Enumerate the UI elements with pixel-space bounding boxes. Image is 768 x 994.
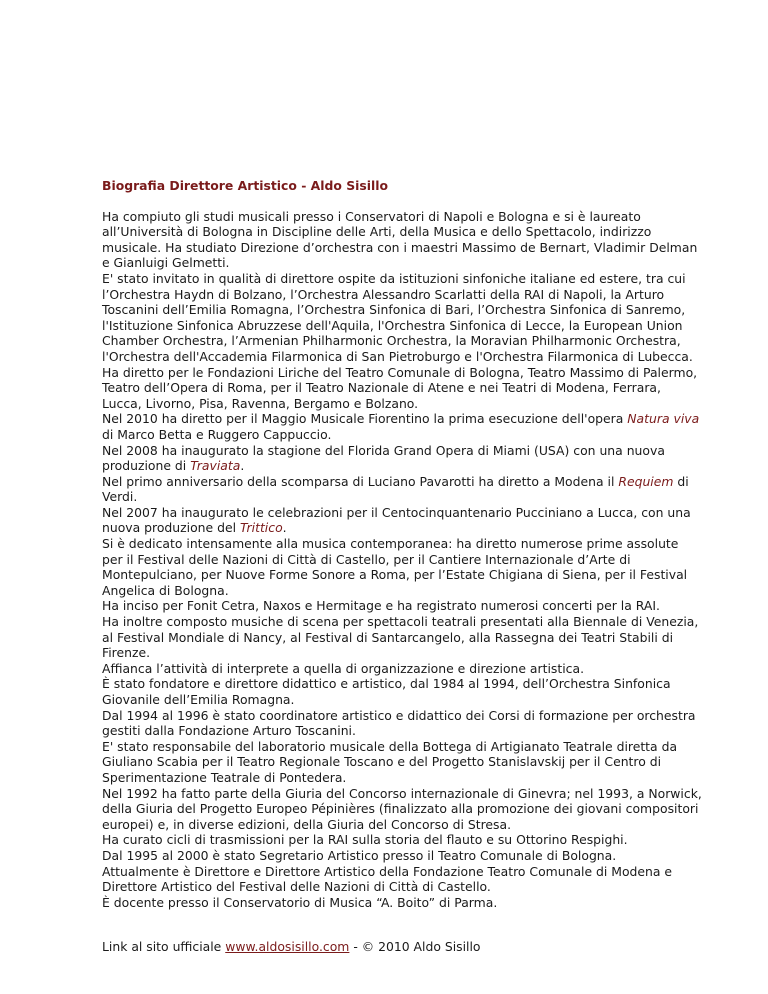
bio-text: E' stato responsabile del laboratorio musicale della Bottega di Artigianato Teatrale diretta da Giuliano Scabia per il Teatro Regionale Toscano e del Progetto Stanislavskij per il Centro di Sperimentazione Teatrale di Pontedera.: [102, 738, 678, 785]
bio-text: Dal 1994 al 1996 è stato coordinatore artistico e didattico dei Corsi di formazione per orchestra gestiti dalla Fondazione Arturo Toscanini.: [102, 707, 696, 739]
bio-paragraph: [102, 864, 702, 895]
official-site-link[interactable]: www.aldosisillo.com: [225, 939, 350, 955]
work-title: Trittico: [239, 520, 283, 536]
bio-text: Dal 1995 al 2000 è stato Segretario Artistico presso il Teatro Comunale di Bologna.: [102, 847, 617, 863]
biography-text: [102, 209, 702, 911]
bio-text: di Marco Betta e Ruggero Cappuccio.: [102, 426, 332, 442]
bio-paragraph: [102, 536, 702, 598]
bio-text: .: [282, 520, 287, 536]
bio-paragraph: [102, 895, 702, 911]
page-title: Biografia Direttore Artistico - Aldo Sisillo: [102, 178, 389, 193]
bio-text: È docente presso il Conservatorio di Musica “A. Boito” di Parma.: [102, 894, 498, 910]
bio-paragraph: [102, 598, 702, 614]
bio-text: Ha curato cicli di trasmissioni per la RAI sulla storia del flauto e su Ottorino Respighi.: [102, 832, 628, 848]
bio-text: Affianca l’attività di interprete a quella di organizzazione e direzione artistica.: [102, 660, 585, 676]
bio-text: Ha inciso per Fonit Cetra, Naxos e Hermitage e ha registrato numerosi concerti per la RAI.: [102, 598, 660, 614]
bio-text: .: [240, 458, 245, 474]
bio-paragraph: [102, 505, 702, 536]
footer-copyright: - © 2010 Aldo Sisillo: [349, 939, 481, 955]
work-title: Natura viva: [627, 411, 700, 427]
bio-text: Nel 2008 ha inaugurato la stagione del Florida Grand Opera di Miami (USA) con una nuova produzione di: [102, 442, 665, 474]
footer: [102, 939, 702, 955]
bio-paragraph: [102, 676, 702, 707]
bio-text: È stato fondatore e direttore didattico e artistico, dal 1984 al 1994, dell’Orchestra Sinfonica Giovanile dell’Emilia Romagna.: [102, 676, 671, 707]
bio-paragraph: [102, 614, 702, 661]
bio-text: Ha diretto per le Fondazioni Liriche del Teatro Comunale di Bologna, Teatro Massimo di Palermo, Teatro dell’Opera di Roma, per il Teatro Nazionale di Atene e nei Teatri di Modena, Ferrara, Lucca, Livorno, Pisa, Ravenna, Bergamo e Bolzano.: [102, 364, 698, 411]
work-title: Traviata: [190, 458, 241, 474]
bio-paragraph: [102, 443, 702, 474]
bio-text: Ha inoltre composto musiche di scena per spettacoli teatrali presentati alla Biennale di Venezia, al Festival Mondiale di Nancy, al Festival di Santarcangelo, alla Rassegna dei Teatri Stabili di Firenze.: [102, 614, 699, 661]
bio-text: Nel 1992 ha fatto parte della Giuria del Concorso internazionale di Ginevra; nel 1993, a Norwick, della Giuria del Progetto Europeo Pépinières (finalizzato alla promozione dei giovani compositori europei) e, in diverse edizioni, della Giuria del Concorso di Stresa.: [102, 785, 702, 832]
work-title: Requiem: [618, 473, 674, 489]
bio-paragraph: [102, 708, 702, 739]
bio-text: Attualmente è Direttore e Direttore Artistico della Fondazione Teatro Comunale di Modena e Direttore Artistico del Festival delle Nazioni di Città di Castello.: [102, 863, 673, 895]
bio-text: di Verdi.: [102, 473, 689, 505]
bio-paragraph: [102, 411, 702, 442]
bio-paragraph: [102, 209, 702, 271]
bio-text: Nel 2007 ha inaugurato le celebrazioni per il Centocinquantenario Pucciniano a Lucca, con una nuova produzione del: [102, 504, 691, 536]
bio-text: E' stato invitato in qualità di direttore ospite da istituzioni sinfoniche italiane ed estere, tra cui l’Orchestra Haydn di Bolzano, l’Orchestra Alessandro Scarlatti della RAI di Napoli, la Arturo Toscanini dell’Emilia Romagna, l’Orchestra Sinfonica di Bari, l’Orchestra Sinfonica di Sanremo, l'Istituzione Sinfonica Abruzzese dell'Aquila, l'Orchestra Sinfonica di Lecce, la European Union Chamber Orchestra, l’Armenian Philharmonic Orchestra, la Moravian Philharmonic Orchestra, l'Orchestra dell'Accademia Filarmonica di San Pietroburgo e l'Orchestra Filarmonica di Lubecca.: [102, 270, 693, 364]
bio-paragraph: [102, 739, 702, 786]
footer-prefix: Link al sito ufficiale: [102, 939, 226, 955]
bio-paragraph: [102, 786, 702, 833]
bio-paragraph: [102, 832, 702, 848]
biography-document: [102, 178, 702, 955]
bio-text: Ha compiuto gli studi musicali presso i Conservatori di Napoli e Bologna e si è laureato all’Università di Bologna in Discipline delle Arti, della Musica e dello Spettacolo, indirizzo musicale. Ha studiato Direzione d’orchestra con i maestri Massimo de Bernart, Vladimir Delman e Gianluigi Gelmetti.: [102, 208, 698, 271]
bio-paragraph: [102, 365, 702, 412]
bio-text: Si è dedicato intensamente alla musica contemporanea: ha diretto numerose prime assolute per il Festival delle Nazioni di Città di Castello, per il Cantiere Internazionale d’Arte di Montepulciano, per Nuove Forme Sonore a Roma, per l’Estate Chigiana di Siena, per il Festival Angelica di Bologna.: [102, 536, 688, 598]
bio-text: Nel 2010 ha diretto per il Maggio Musicale Fiorentino la prima esecuzione dell'opera: [102, 411, 628, 427]
bio-paragraph: [102, 661, 702, 677]
bio-paragraph: [102, 271, 702, 365]
bio-text: Nel primo anniversario della scomparsa di Luciano Pavarotti ha diretto a Modena il: [102, 473, 619, 489]
bio-paragraph: [102, 474, 702, 505]
bio-paragraph: [102, 848, 702, 864]
